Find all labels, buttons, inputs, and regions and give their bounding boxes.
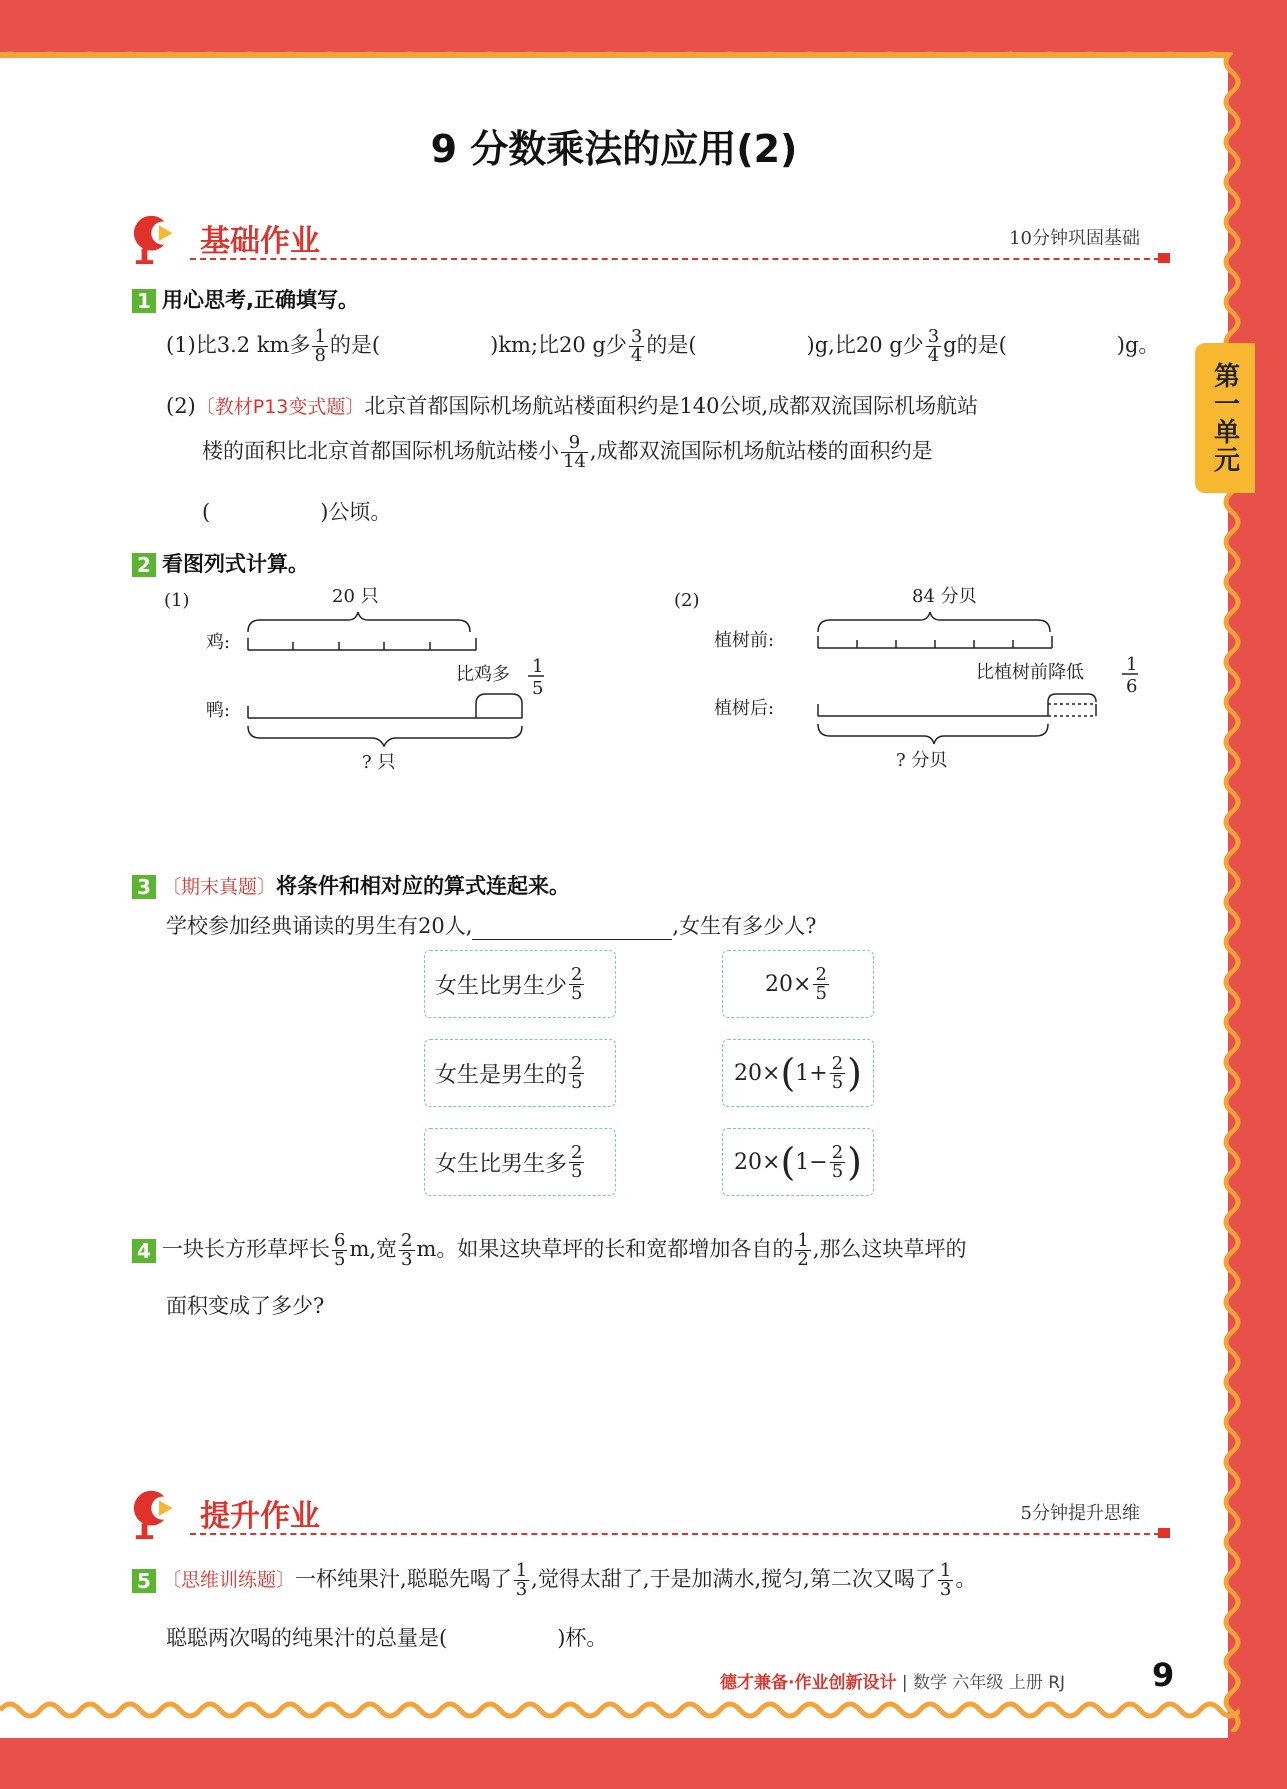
q1-text: )g。	[1116, 333, 1160, 357]
section-advanced-header	[130, 1483, 1170, 1543]
fraction: $\frac{3}{4}$	[927, 326, 940, 366]
question-5-line-1	[132, 1562, 976, 1599]
formula-option[interactable]: 20× $\frac{2}{5}$	[722, 950, 874, 1018]
mascot-icon	[130, 208, 188, 266]
section-divider	[190, 258, 1170, 260]
question-number: 5	[132, 1569, 156, 1593]
fraction: $\frac{6}{5}$	[334, 1230, 346, 1270]
q1-text: g的是(	[943, 333, 1007, 357]
diagram-1-frac-den: 5	[532, 678, 544, 699]
fraction: $\frac{9}{14}$	[563, 432, 586, 472]
question-3-prompt: 将条件和相对应的算式连起来。	[276, 874, 571, 898]
question-number: 2	[132, 553, 156, 577]
formula-option[interactable]: 20× ( 1+ $\frac{2}{5}$ )	[722, 1039, 874, 1107]
question-3-heading	[132, 870, 570, 900]
section-divider	[190, 1533, 1170, 1535]
section-basic-note: 10分钟巩固基础	[1009, 228, 1140, 249]
condition-option[interactable]: 女生是男生的 $\frac{2}{5}$	[424, 1039, 616, 1107]
question-3-stem	[166, 910, 816, 940]
question-1-part-2-line-1	[166, 390, 978, 420]
question-2-prompt: 看图列式计算。	[162, 552, 309, 576]
fraction: $\frac{3}{4}$	[630, 326, 643, 366]
q1-text: (	[202, 500, 211, 524]
question-4-line-1	[132, 1232, 967, 1269]
section-advanced-label: 提升作业	[200, 1499, 320, 1534]
q1-text: ,成都双流国际机场航站楼的面积约是	[589, 439, 933, 463]
diagram-2-top-label: 84 分贝	[912, 586, 977, 607]
formula-option[interactable]: 20× ( 1− $\frac{2}{5}$ )	[722, 1128, 874, 1196]
diagram-2-row-1-label: 植树前:	[714, 630, 775, 651]
question-number: 1	[132, 289, 156, 313]
page-title: 9 分数乘法的应用(2)	[430, 127, 798, 171]
q1-text: 的是(	[329, 333, 381, 357]
q1-text: )km;比20 g少	[490, 333, 627, 357]
section-divider-end	[1158, 1528, 1170, 1538]
q5-text: 一杯纯果汁,聪聪先喝了	[295, 1567, 512, 1591]
q5-text: 聪聪两次喝的纯果汁的总量是(	[166, 1626, 448, 1650]
page-number: 9	[1152, 1656, 1175, 1694]
q4-text: m。如果这块草坪的长和宽都增加各自的	[416, 1237, 794, 1261]
mascot-icon	[130, 1483, 188, 1541]
diagram-2-bottom-label: ? 分贝	[896, 750, 948, 770]
question-number: 3	[132, 875, 156, 899]
diagram-1-frac-num: 1	[532, 656, 544, 677]
section-advanced-note: 5分钟提升思维	[1020, 1503, 1140, 1524]
unit-tab[interactable]: 第一单元	[1195, 343, 1255, 493]
q1-text: 北京首都国际机场航站楼面积约是140公顷,成都双流国际机场航站	[364, 394, 979, 418]
fraction: $\frac{1}{8}$	[314, 326, 326, 366]
q1-part-number: (2)	[166, 394, 196, 418]
footer-book-info: | 数学 六年级 上册 RJ	[901, 1673, 1066, 1693]
diagram-2-number: (2)	[674, 590, 700, 611]
q1-text: 的是(	[646, 333, 697, 357]
question-1-prompt: 用心思考,正确填写。	[162, 288, 359, 312]
q4-text: ,那么这块草坪的	[812, 1237, 967, 1261]
fraction: $\frac{2}{3}$	[401, 1230, 413, 1270]
question-1-heading	[132, 284, 359, 314]
diagram-1-row-2-label: 鸭:	[206, 700, 231, 721]
question-4-line-2	[166, 1290, 324, 1320]
diagram-1-top-label: 20 只	[332, 586, 379, 607]
question-5-line-2	[166, 1622, 607, 1652]
wavy-border-right	[1212, 52, 1252, 1732]
q1-text: )g,比20 g少	[806, 333, 924, 357]
source-tag: 〔思维训练题〕	[162, 1569, 296, 1591]
answer-underline[interactable]	[472, 917, 672, 940]
q1-text: )公顷。	[320, 500, 392, 524]
q5-text: 。	[955, 1567, 977, 1591]
footer-brand: 德才兼备·作业创新设计	[720, 1673, 897, 1693]
question-number: 4	[132, 1239, 156, 1263]
diagram-1-bottom-label: ? 只	[362, 752, 396, 770]
page-footer	[720, 1668, 1065, 1693]
q1-text: 楼的面积比北京首都国际机场航站楼小	[202, 439, 559, 463]
diagram-2	[660, 580, 1160, 770]
source-tag: 〔教材P13变式题〕	[195, 396, 365, 418]
question-2-heading	[132, 548, 309, 578]
question-1-part-2-line-3	[202, 496, 391, 526]
q4-text: 面积变成了多少?	[166, 1294, 325, 1318]
question-1-part-2-line-2	[202, 434, 933, 471]
q5-text: ,觉得太甜了,于是加满水,搅匀,第二次又喝了	[531, 1567, 936, 1591]
q1-text: (1)比3.2 km多	[166, 333, 311, 357]
diagram-2-note: 比植树前降低	[976, 662, 1084, 683]
diagram-1-row-1-label: 鸡:	[206, 632, 231, 653]
section-divider-end	[1158, 253, 1170, 263]
section-basic-header	[130, 208, 1170, 268]
fraction: $\frac{1}{3}$	[515, 1560, 528, 1600]
q4-text: m,宽	[349, 1237, 398, 1261]
question-1-part-1	[166, 328, 1159, 365]
q3-text: 学校参加经典诵读的男生有20人,	[166, 914, 473, 938]
diagram-2-frac-den: 6	[1126, 676, 1138, 697]
fraction: $\frac{1}{2}$	[797, 1230, 809, 1270]
diagram-1	[150, 580, 570, 770]
wavy-border-bottom	[0, 1690, 1240, 1730]
condition-option[interactable]: 女生比男生少 $\frac{2}{5}$	[424, 950, 616, 1018]
q4-text: 一块长方形草坪长	[162, 1237, 330, 1261]
diagram-1-number: (1)	[164, 590, 190, 611]
source-tag: 〔期末真题〕	[162, 876, 277, 898]
q3-text: ,女生有多少人?	[672, 914, 817, 938]
diagram-2-frac-num: 1	[1126, 654, 1138, 675]
diagram-2-row-2-label: 植树后:	[714, 698, 775, 719]
diagram-1-note: 比鸡多	[456, 664, 510, 685]
condition-option[interactable]: 女生比男生多 $\frac{2}{5}$	[424, 1128, 616, 1196]
section-basic-label: 基础作业	[200, 224, 320, 259]
q5-text: )杯。	[557, 1626, 608, 1650]
fraction: $\frac{1}{3}$	[939, 1560, 952, 1600]
